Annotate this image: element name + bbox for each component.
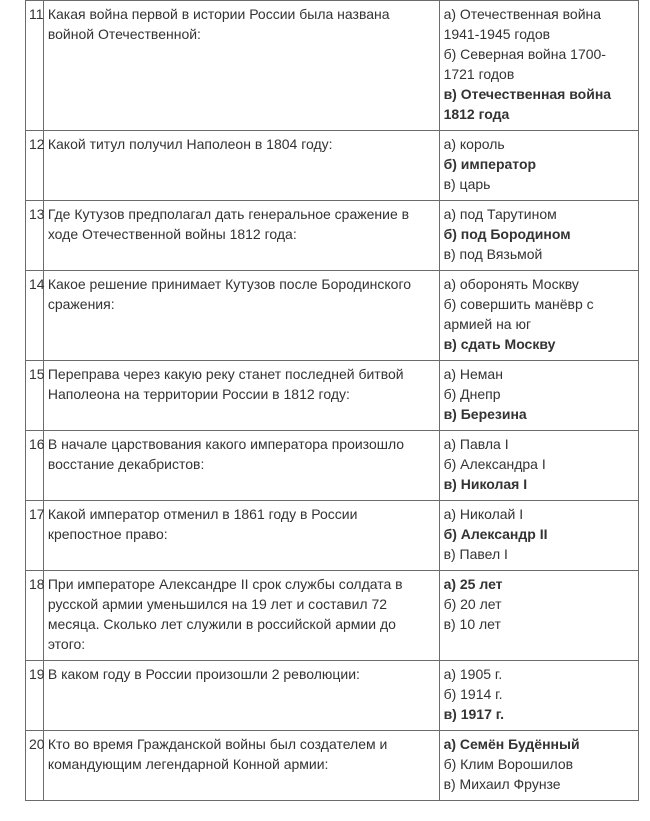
question-number: 16 <box>26 431 44 501</box>
question-text: В начале царствования какого императора произошло восстание декабристов: <box>43 431 439 501</box>
correct-answer-option: а) Семён Будённый <box>443 736 580 752</box>
question-number: 15 <box>26 361 44 431</box>
correct-answer-option: в) Березина <box>443 406 527 422</box>
answer-options <box>439 571 638 661</box>
question-number: 19 <box>26 661 44 731</box>
question-number: 20 <box>26 731 44 801</box>
question-number: 11 <box>26 1 44 131</box>
answer-option: а) оборонять Москву <box>443 276 579 292</box>
answer-options <box>439 361 638 431</box>
question-number: 13 <box>26 201 44 271</box>
quiz-table <box>25 0 639 801</box>
correct-answer-option: б) император <box>443 156 537 172</box>
correct-answer-option: в) Николая I <box>443 476 528 492</box>
question-text: Переправа через какую реку станет последней битвой Наполеона на территории России в 1812 году: <box>43 361 439 431</box>
question-row <box>26 131 639 201</box>
question-row <box>26 571 639 661</box>
answer-option: в) под Вязьмой <box>443 246 543 262</box>
answer-options <box>439 731 638 801</box>
question-text: Где Кутузов предполагал дать генеральное сражение в ходе Отечественной войны 1812 года: <box>43 201 439 271</box>
question-text: Какая война первой в истории России была названа войной Отечественной: <box>43 1 439 131</box>
question-row <box>26 361 639 431</box>
answer-option: в) 10 лет <box>443 616 501 632</box>
question-text: Какое решение принимает Кутузов после Бородинского сражения: <box>43 271 439 361</box>
correct-answer-option: в) Отечественная война 1812 года <box>443 86 612 122</box>
answer-options <box>439 1 638 131</box>
question-number: 12 <box>26 131 44 201</box>
question-row <box>26 501 639 571</box>
answer-option: а) под Тарутином <box>443 206 557 222</box>
correct-answer-option: б) Александр II <box>443 526 548 542</box>
answer-option: б) 1914 г. <box>443 686 503 702</box>
answer-option: а) король <box>443 136 505 152</box>
question-text: В каком году в России произошли 2 революции: <box>43 661 439 731</box>
answer-option: а) Неман <box>443 366 503 382</box>
answer-options <box>439 201 638 271</box>
question-number: 17 <box>26 501 44 571</box>
answer-option: а) Николай I <box>443 506 524 522</box>
answer-option: а) 1905 г. <box>443 666 503 682</box>
answer-option: б) 20 лет <box>443 596 502 612</box>
answer-option: б) Клим Ворошилов <box>443 756 574 772</box>
answer-options <box>439 131 638 201</box>
question-text: Кто во время Гражданской войны был создателем и командующим легендарной Конной армии: <box>43 731 439 801</box>
answer-option: б) Александра I <box>443 456 546 472</box>
question-row <box>26 1 639 131</box>
answer-option: в) царь <box>443 176 491 192</box>
question-text: Какой титул получил Наполеон в 1804 году: <box>43 131 439 201</box>
answer-option: б) Северная война 1700-1721 годов <box>443 46 606 82</box>
correct-answer-option: в) сдать Москву <box>443 336 556 352</box>
answer-option: б) совершить манёвр с армией на юг <box>443 296 594 332</box>
question-row <box>26 271 639 361</box>
question-number: 18 <box>26 571 44 661</box>
answer-options <box>439 661 638 731</box>
question-number: 14 <box>26 271 44 361</box>
answer-option: в) Павел I <box>443 546 508 562</box>
answer-option: б) Днепр <box>443 386 501 402</box>
correct-answer-option: а) 25 лет <box>443 576 503 592</box>
correct-answer-option: в) 1917 г. <box>443 706 505 722</box>
answer-options <box>439 431 638 501</box>
answer-option: а) Отечественная война 1941-1945 годов <box>443 6 602 42</box>
question-text: Какой император отменил в 1861 году в России крепостное право: <box>43 501 439 571</box>
answer-option: а) Павла I <box>443 436 509 452</box>
quiz-table-body <box>26 0 639 801</box>
correct-answer-option: б) под Бородином <box>443 226 571 242</box>
answer-option: в) Михаил Фрунзе <box>443 776 561 792</box>
question-row <box>26 201 639 271</box>
question-row <box>26 731 639 801</box>
answer-options <box>439 501 638 571</box>
answer-options <box>439 271 638 361</box>
question-text: При императоре Александре II срок службы солдата в русской армии уменьшился на 19 лет и составил 72 месяца. Сколько лет служили в российской армии до этого: <box>43 571 439 661</box>
question-row <box>26 661 639 731</box>
question-row <box>26 431 639 501</box>
